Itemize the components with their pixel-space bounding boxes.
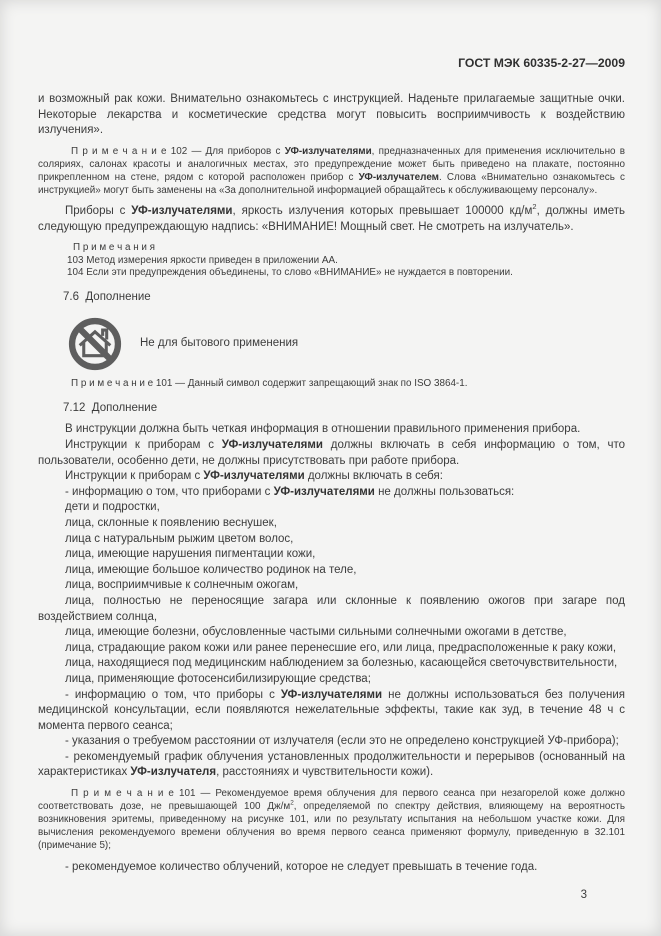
notes-group [67,242,625,281]
document-content [38,92,625,875]
section-heading: 7.6 Дополнение [63,291,151,304]
no-household-use-icon [68,317,122,371]
section-heading: 7.12 Дополнение [63,401,158,414]
body-paragraph: В инструкции должна быть четкая информация в отношении правильного применения прибора. [65,423,581,436]
note-paragraph: П р и м е ч а н и е 101 — Данный символ содержит запрещающий знак по ISO 3864-1. [71,377,468,389]
note-line: П р и м е ч а н и я [73,241,156,253]
body-paragraph: - информацию о том, что приборы с УФ-излучателями не должны использоваться без получения медицинской консультации, если появляются нежелательные эффекты, такие как зуд, в течение 48 ч с момента первого сеанса; [38,688,625,732]
body-paragraph: Инструкции к приборам с УФ-излучателями должны включать в себя информацию о том, что пользователи, особенно дети, не должны присутствовать при работе прибора. [38,439,626,467]
body-paragraph: и возможный рак кожи. Внимательно ознакомьтесь с инструкцией. Наденьте прилагаемые защитные очки. Некоторые лекарства и косметические средства могут повысить восприимчивость к воздействию излучения». [38,93,625,137]
body-paragraph: лица, имеющие большое количество родинок на теле, [65,563,357,576]
symbol-caption: Не для бытового применения [140,337,299,350]
document-title: ГОСТ МЭК 60335-2-27—2009 [458,56,625,70]
body-paragraph: - информацию о том, что приборами с УФ-излучателями не должны пользоваться: [65,485,515,498]
note-line: 103 Метод измерения яркости приведен в приложении АА. [67,254,338,266]
body-paragraph: лица, страдающие раком кожи или ранее перенесшие его, или лица, предрасположенные к раку кожи, [65,641,617,654]
note-line: 104 Если эти предупреждения объединены, то слово «ВНИМАНИЕ» не нуждается в повторении. [67,267,513,279]
prohibition-symbol-row [68,317,625,371]
body-paragraph: лица с натуральным рыжим цветом волос, [65,532,294,545]
body-paragraph: - указания о требуемом расстоянии от излучателя (если это не определено конструкцией УФ-прибора); [65,735,619,748]
body-paragraph: лица, восприимчивые к солнечным ожогам, [65,579,299,592]
body-paragraph: Приборы с УФ-излучателями, яркость излучения которых превышает 100000 $кд/м^2$, должны иметь следующую предупреждающую надпись: «ВНИМАНИЕ! Мощный свет. Не смотреть на излучатель». [38,202,626,233]
body-paragraph: - рекомендуемое количество облучений, которое не следует превышать в течение года. [65,860,538,873]
body-paragraph: лица, имеющие болезни, обусловленные частыми сильными солнечными ожогами в детстве, [65,626,567,639]
page-number: 3 [580,889,587,902]
body-paragraph: дети и подростки, [65,501,160,514]
body-paragraph: лица, склонные к появлению веснушек, [65,516,277,529]
body-paragraph: лица, имеющие нарушения пигментации кожи, [65,548,316,561]
note-paragraph: П р и м е ч а н и е 102 — Для приборов с УФ-излучателями, предназначенных для применения исключительно в соляриях, салонах красоты и аналогичных местах, это предупреждение может быть приведено на плакате, постоянно прикрепленном на стене, рядом с которой расположен прибор с УФ-излучателем. Слова «Внимательно ознакомьтесь с инструкцией» могут быть заменены на «За дополнительной информацией обращайтесь к обслуживающему персоналу». [38,145,625,196]
body-paragraph: - рекомендуемый график облучения установленных продолжительности и перерывов (основанный на характеристиках УФ-излучателя, расстояниях и чувствительности кожи). [38,750,625,779]
body-paragraph: лица, применяющие фотосенсибилизирующие средства; [65,672,371,685]
note-paragraph: П р и м е ч а н и е 101 — Рекомендуемое время облучения для первого сеанса при незагорелой коже должно соответствовать дозе, не превышающей 100 $Дж/м^2$, определяемой по спектру действия, влияющему на вероятность возникновения эритемы, приведенному на рисунке 101, или по результату испытания на небольшом участке кожи. Для вычисления рекомендуемого времени облучения во время первого сеанса применяют формулу, приведенную в 32.101 (примечание 5); [38,788,625,851]
body-paragraph: Инструкции к приборам с УФ-излучателями должны включать в себя: [65,470,443,483]
body-paragraph: лица, полностью не переносящие загара или склонные к появлению ожогов при загаре под воздействием солнца, [38,594,625,623]
body-paragraph: лица, находящиеся под медицинским наблюдением за болезнью, касающейся светочувствительности, [65,657,618,670]
